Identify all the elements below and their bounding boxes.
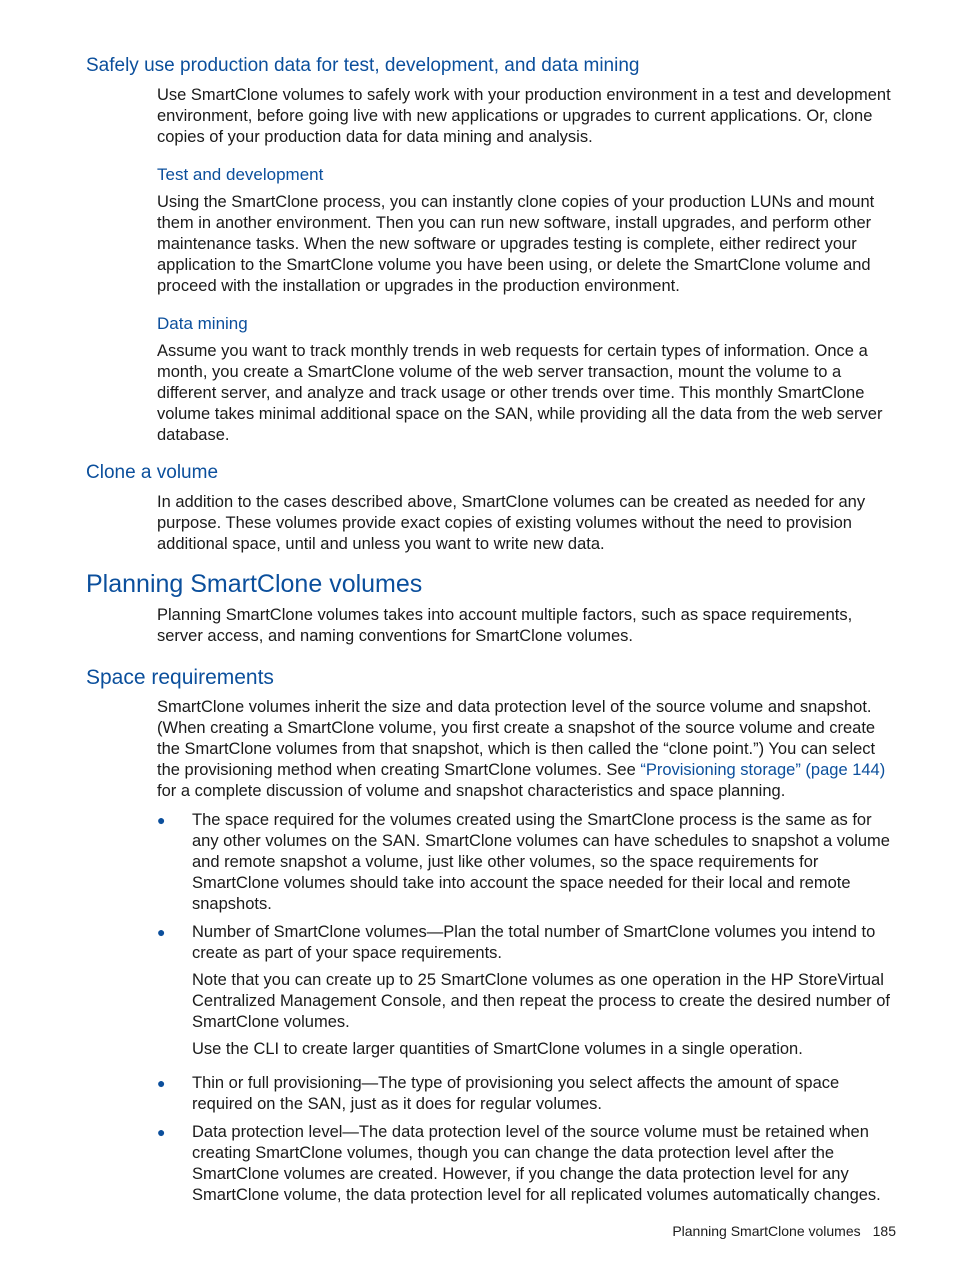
paragraph-space-requirements: [157, 697, 899, 802]
space-text-before-link: SmartClone volumes inherit the size and data protection level of the source volume and snapshot. (When creating a SmartClone volume, you first create a snapshot of the source volume and create the SmartClone volumes from that snapshot, which is then called the “clone point.”) You can select the provisioning method when creating SmartClone volumes. See: [157, 698, 876, 779]
bullet-icon: ●: [157, 1124, 166, 1140]
bullet-text-data-protection-level: Data protection level—The data protection level of the source volume must be retained when creating SmartClone volumes, though you can change the data protection level after the SmartClone volumes are created. However, if you change the data protection level for any SmartClone volume, the data protection level for all replicated volumes automatically changes.: [192, 1123, 881, 1204]
paragraph-test-and-development: Using the SmartClone process, you can instantly clone copies of your production LUNs and mount them in another environment. Then you can run new software, install upgrades, and perform other maintenance tasks. When the new software or upgrades testing is complete, either redirect your application to the SmartClone volume you have been using, or delete the SmartClone volume and proceed with the installation or upgrades in the production environment.: [157, 193, 875, 295]
paragraph-planning-smartclone-volumes: Planning SmartClone volumes takes into account multiple factors, such as space requirements, server access, and naming conventions for SmartClone volumes.: [157, 606, 853, 645]
page-number: 185: [872, 1223, 896, 1239]
heading-planning-smartclone-volumes: Planning SmartClone volumes: [86, 570, 423, 598]
bullet-subtext-up-to-25-volumes: Note that you can create up to 25 SmartClone volumes as one operation in the HP StoreVirtual Centralized Management Console, and then repeat the process to create the desired number of SmartClone volumes.: [192, 971, 891, 1031]
space-text-after-link: for a complete discussion of volume and snapshot characteristics and space planning.: [157, 782, 786, 800]
bullet-text-thin-or-full-provisioning: Thin or full provisioning—The type of provisioning you select affects the amount of space required on the SAN, just as it does for regular volumes.: [192, 1074, 840, 1113]
page-footer: [672, 1222, 896, 1240]
paragraph-clone-a-volume: In addition to the cases described above, SmartClone volumes can be created as needed for any purpose. These volumes provide exact copies of existing volumes without the need to provision additional space, until and unless you want to write new data.: [157, 493, 866, 553]
paragraph-data-mining: Assume you want to track monthly trends in web requests for certain types of information. Once a month, you create a SmartClone volume of the web server transaction, mount the volume to a different server, and analyze and track usage or other trends over time. This monthly SmartClone volume takes minimal additional space on the SAN, while providing all the data from the web server database.: [157, 342, 883, 444]
bullet-icon: ●: [157, 924, 166, 940]
heading-clone-a-volume: Clone a volume: [86, 462, 219, 483]
heading-data-mining: Data mining: [157, 314, 248, 333]
footer-title: Planning SmartClone volumes: [672, 1223, 861, 1239]
bullet-subtext-use-cli: Use the CLI to create larger quantities of SmartClone volumes in a single operation.: [192, 1040, 803, 1058]
heading-space-requirements: Space requirements: [86, 666, 274, 689]
bullet-icon: ●: [157, 812, 166, 828]
bullet-text-number-of-volumes: Number of SmartClone volumes—Plan the total number of SmartClone volumes you intend to create as part of your space requirements.: [192, 923, 876, 962]
paragraph-safely-use-production-data: Use SmartClone volumes to safely work with your production environment in a test and development environment, before going live with new applications or upgrades to current applications. Or, clone copies of your production data for data mining and analysis.: [157, 86, 891, 146]
heading-safely-use-production-data: Safely use production data for test, development, and data mining: [86, 55, 640, 76]
bullet-text-space-required: The space required for the volumes created using the SmartClone process is the same as for any other volumes on the SAN. SmartClone volumes can have schedules to snapshot a volume and remote snapshot a volume, just like other volumes, so the space requirements for SmartClone volumes should take into account the space needed for their local and remote snapshots.: [192, 811, 890, 913]
provisioning-storage-link[interactable]: “Provisioning storage” (page 144): [640, 761, 886, 779]
bullet-icon: ●: [157, 1075, 166, 1091]
heading-test-and-development: Test and development: [157, 165, 324, 184]
